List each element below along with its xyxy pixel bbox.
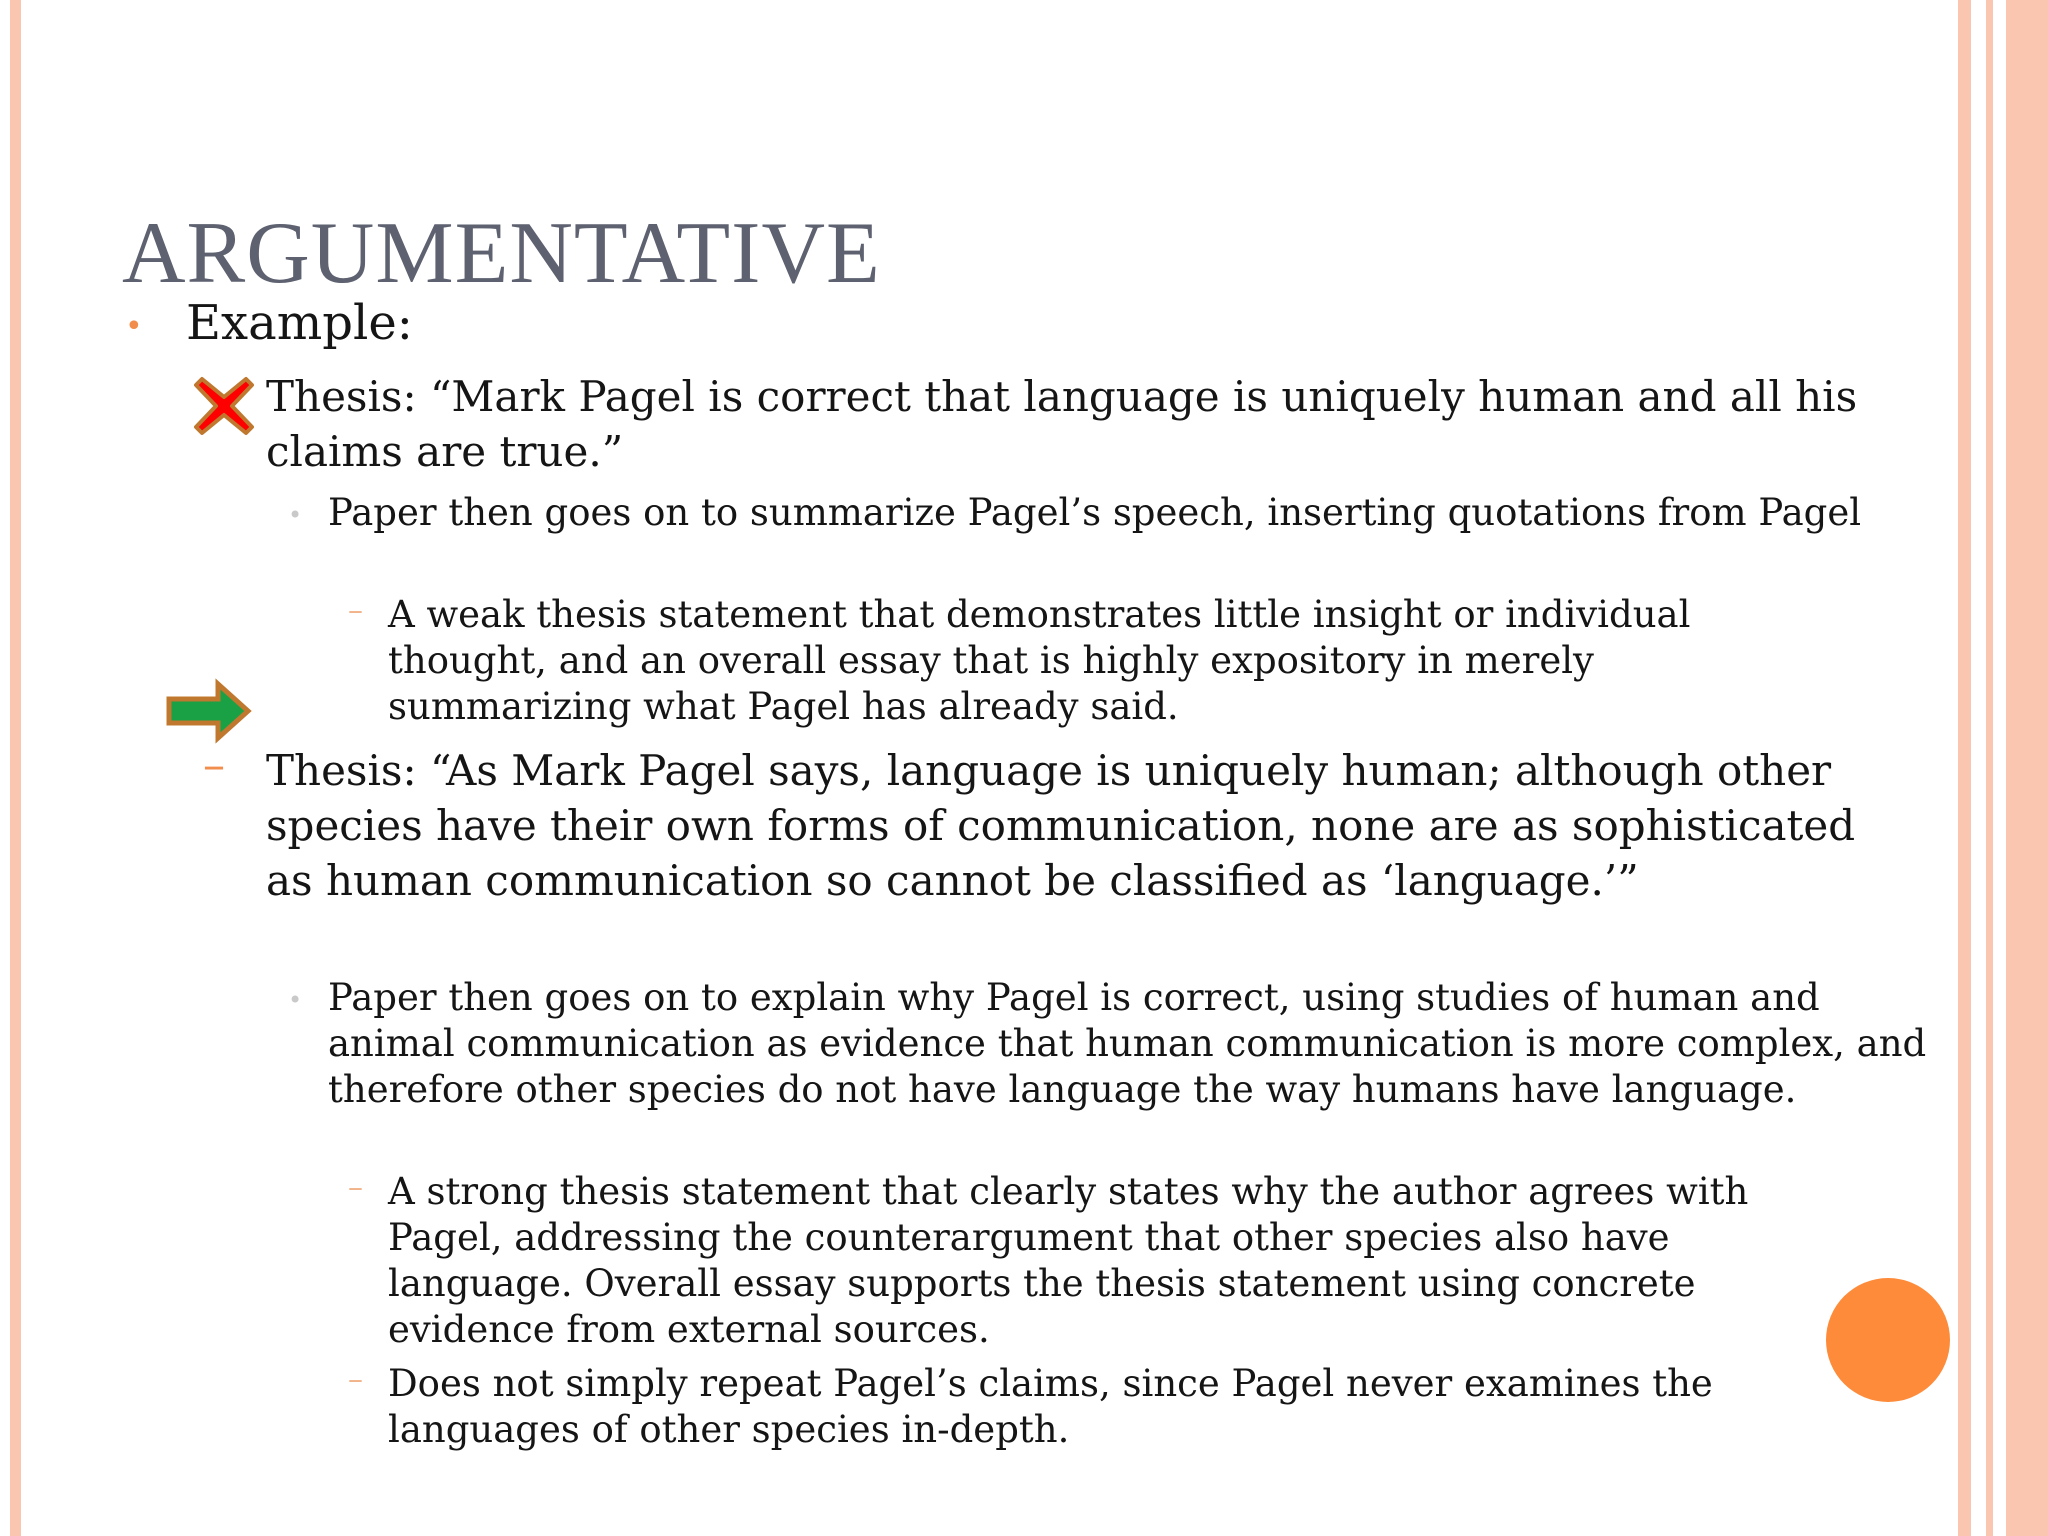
right-border-stripe-thin (1986, 0, 1993, 1536)
right-border-stripe-wide (1958, 0, 1971, 1536)
green-arrow-icon (166, 680, 252, 742)
slide-title: ARGUMENTATIVE (122, 205, 881, 302)
sub-dash: – (348, 593, 363, 628)
sub-bullet-dot: • (288, 986, 303, 1014)
strong-comment-text: Does not simply repeat Pagel’s claims, since Pagel never examines the languages of other species in-depth. (388, 1362, 1713, 1451)
orange-circle-decoration (1826, 1278, 1950, 1402)
weak-comment-text: A weak thesis statement that demonstrates little insight or individual thought, and an overall essay that is highly expository in merely summarizing what Pagel has already said. (388, 593, 1691, 728)
weak-thesis-text: Thesis: “Mark Pagel is correct that language is uniquely human and all his claims are true.” (266, 372, 1858, 476)
sub-dash: – (348, 1362, 363, 1397)
red-cross-icon (192, 375, 256, 437)
weak-summary-text: Paper then goes on to summarize Pagel’s speech, inserting quotations from Pagel (328, 491, 1862, 534)
strong-thesis-text: Thesis: “As Mark Pagel says, language is uniquely human; although other species have their own forms of communication, none are as sophisticated as human communication so cannot be classified as ‘language.’” (266, 746, 1856, 905)
example-label: Example: (186, 295, 413, 351)
thesis-dash: – (203, 740, 225, 791)
sub-bullet-dot: • (288, 501, 303, 529)
left-border-stripe (10, 0, 21, 1536)
right-border-stripe-edge (2006, 0, 2048, 1536)
strong-comment-text: A strong thesis statement that clearly states why the author agrees with Pagel, addressing the counterargument that other species also have language. Overall essay supports the thesis statement using concrete evidence from external sources. (388, 1170, 1749, 1351)
bullet-dot: • (125, 309, 143, 344)
sub-dash: – (348, 1170, 363, 1205)
strong-summary-text: Paper then goes on to explain why Pagel is correct, using studies of human and animal communication as evidence that human communication is more complex, and therefore other species do not have language the way humans have language. (328, 976, 1927, 1111)
